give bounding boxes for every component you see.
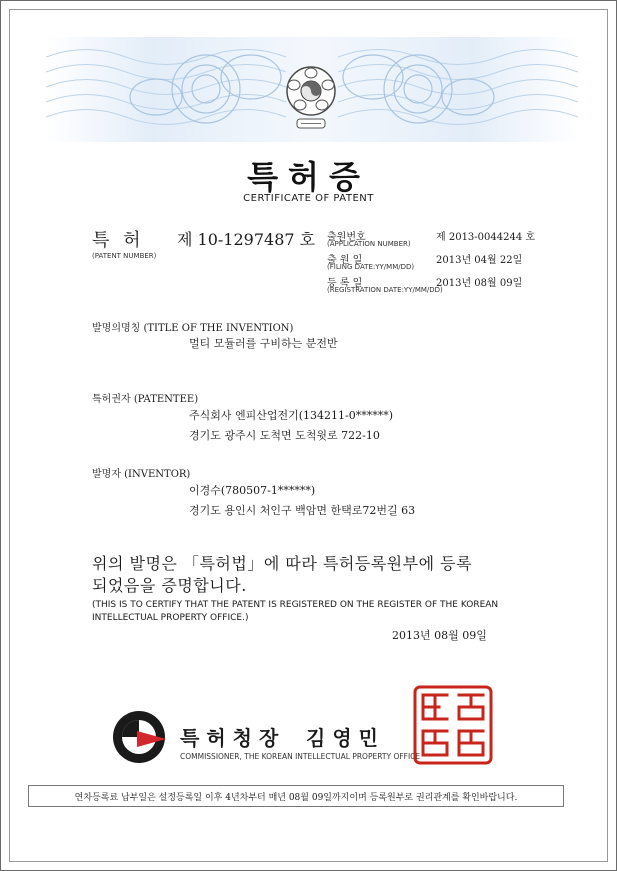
- issue-date: 2013년 08월 09일: [392, 629, 487, 642]
- inventor-name: 이경수(780507-1******): [189, 484, 316, 497]
- issuer-title: 특허청장: [180, 726, 286, 750]
- inventor-label: 발명자 (INVENTOR): [92, 469, 191, 480]
- patentee-label: 특허권자 (PATENTEE): [92, 394, 199, 405]
- patent-number-label-en: (PATENT NUMBER): [92, 252, 157, 260]
- declaration-en-line-2: INTELLECTUAL PROPERTY OFFICE.): [92, 613, 249, 623]
- commissioner-name: 김영민: [306, 726, 385, 750]
- certificate-title: 특허증: [247, 158, 370, 196]
- application-number-value: 제 2013-0044244 호: [436, 232, 536, 243]
- application-number-label: 출원번호: [327, 232, 366, 243]
- declaration-en-line-1: (THIS IS TO CERTIFY THAT THE PATENT IS REGISTERED ON THE REGISTER OF THE KOREAN: [92, 600, 499, 610]
- patentee-name: 주식회사 엔피산업전기(134211-0******): [189, 409, 394, 422]
- official-seal-stamp: [413, 685, 493, 765]
- kipo-logo-icon: [110, 708, 168, 766]
- filing-date-label: 출 원 일: [327, 255, 363, 266]
- invention-title-label: 발명의명칭 (TITLE OF THE INVENTION): [92, 323, 294, 334]
- declaration-line-2: 되었음을 증명합니다.: [92, 576, 247, 595]
- issuer-title-en: COMMISSIONER, THE KOREAN INTELLECTUAL PROPERTY OFFICE: [180, 752, 421, 761]
- filing-date-value: 2013년 04월 22일: [436, 255, 523, 266]
- registration-date-label-en: (REGISTRATION DATE:YY/MM/DD): [327, 286, 443, 294]
- annual-fee-notice: 연차등록료 납부일은 설정등록일 이후 4년차부터 매년 08월 09일까지이며 등록원부로 권리관계를 확인바랍니다.: [74, 793, 518, 803]
- patent-number-value: 제 10-1297487 호: [177, 230, 316, 249]
- invention-title: 멀티 모듈러를 구비하는 분전반: [189, 337, 338, 350]
- certificate-title-en: CERTIFICATE OF PATENT: [243, 193, 374, 204]
- patentee-address: 경기도 광주시 도척면 도척윗로 722-10: [189, 429, 380, 442]
- registration-date-label: 등 록 일: [327, 278, 363, 289]
- filing-date-label-en: (FILING DATE:YY/MM/DD): [327, 263, 415, 271]
- national-emblem-icon: [283, 65, 339, 133]
- application-number-label-en: (APPLICATION NUMBER): [327, 240, 411, 248]
- annual-fee-notice-box: [28, 785, 564, 807]
- declaration-line-1: 위의 발명은 「특허법」에 따라 특허등록원부에 등록: [92, 554, 473, 573]
- inventor-address: 경기도 용인시 처인구 백암면 한택로72번길 63: [189, 504, 416, 517]
- registration-date-value: 2013년 08월 09일: [436, 278, 523, 289]
- patent-number-label: 특 허: [92, 230, 145, 251]
